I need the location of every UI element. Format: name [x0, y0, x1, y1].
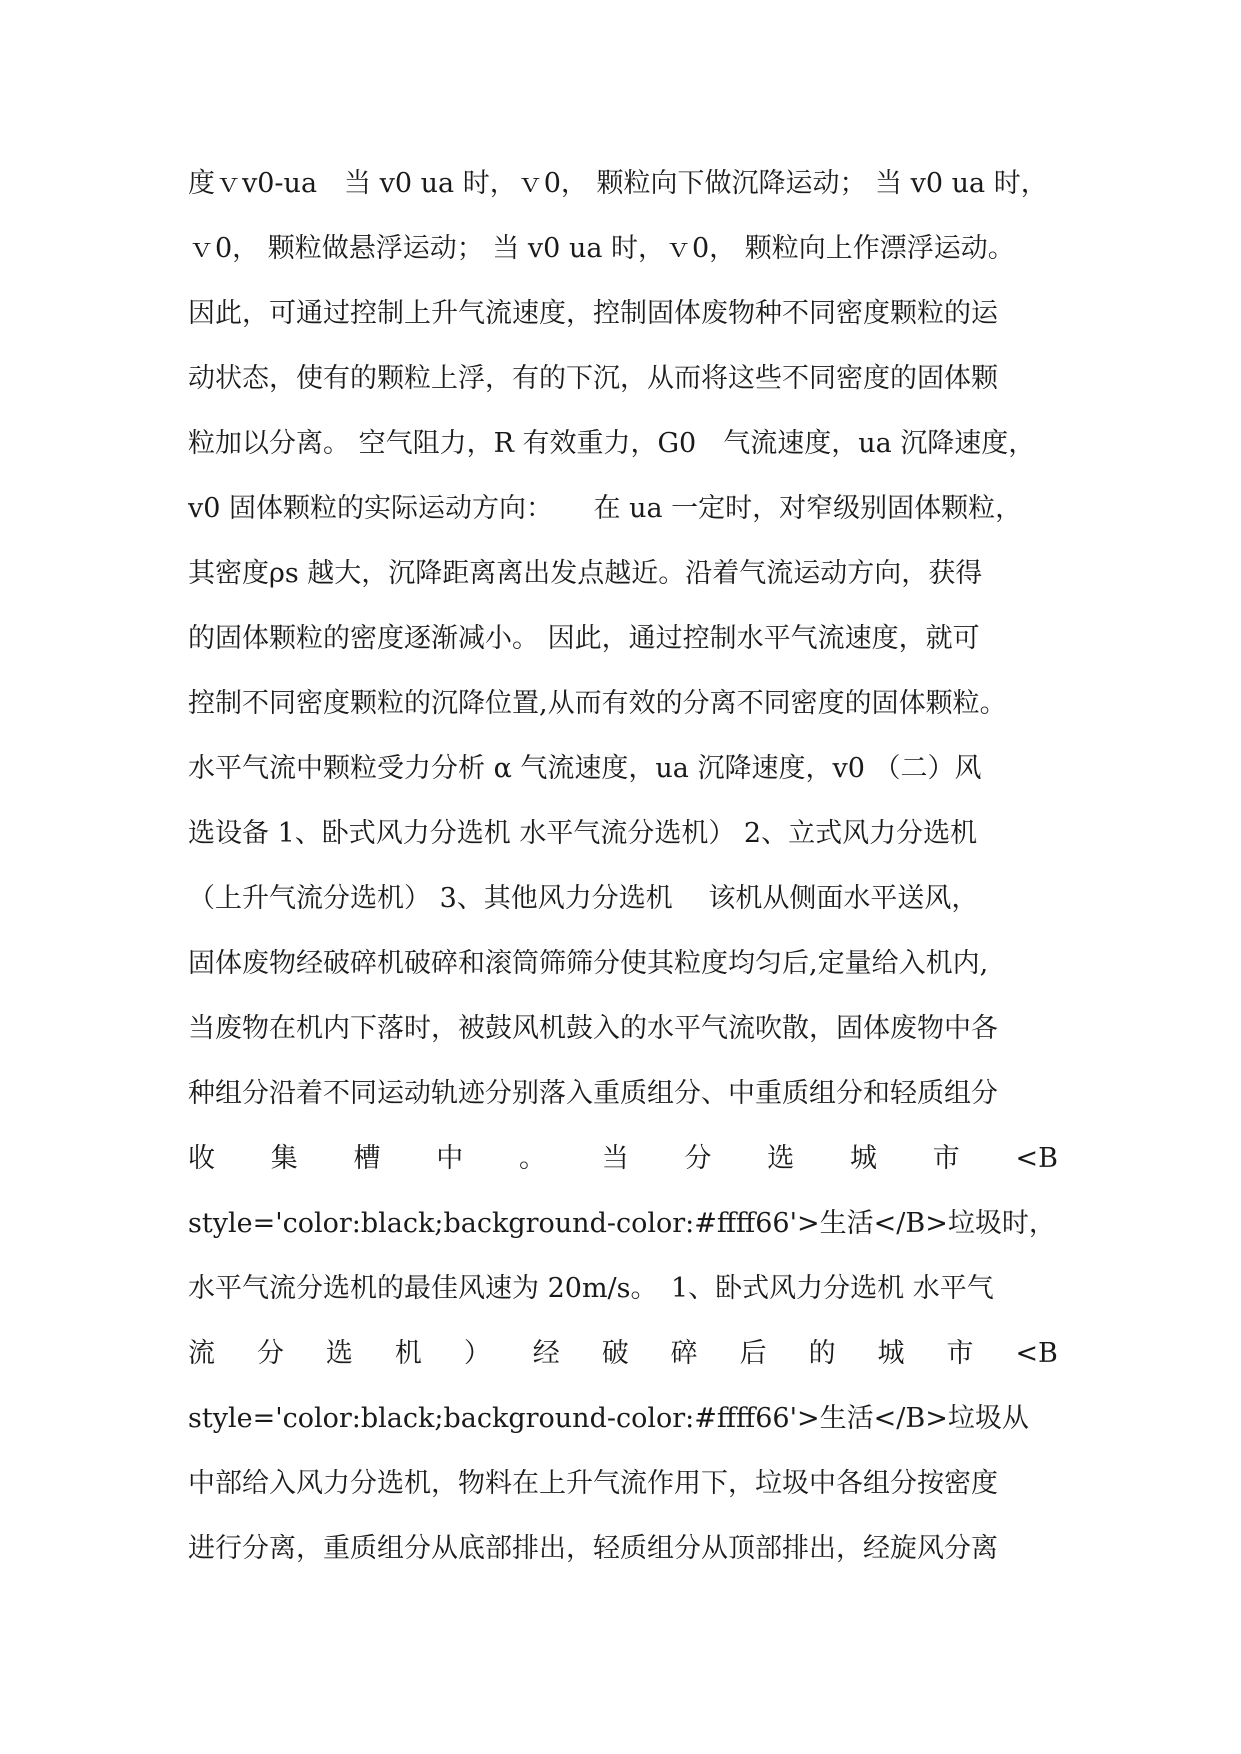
text-line: style='color:black;background-color:#ffff66'>生活</B>垃圾时， [188, 1208, 1056, 1239]
spread-char: 槽 [353, 1143, 381, 1174]
spread-char: 机 [394, 1338, 422, 1369]
text-line: 固体废物经破碎机破碎和滚筒筛筛分使其粒度均匀后,定量给入机内, [188, 948, 989, 979]
spread-char: 后 [739, 1338, 767, 1369]
text-line: 粒加以分离。 空气阻力，R 有效重力，G0 气流速度，ua 沉降速度， [188, 428, 1036, 459]
text-line: 水平气流中颗粒受力分析 α 气流速度，ua 沉降速度，v0 （二）风 [188, 753, 982, 784]
spread-char: 收 [188, 1143, 215, 1174]
spread-char: ） [463, 1338, 491, 1369]
text-line: 中部给入风力分选机，物料在上升气流作用下，垃圾中各组分按密度 [188, 1468, 998, 1499]
spread-char: 市 [946, 1338, 974, 1369]
text-line: 种组分沿着不同运动轨迹分别落入重质组分、中重质组分和轻质组分 [188, 1078, 998, 1109]
text-line: 选设备 1、卧式风力分选机 水平气流分选机） 2、立式风力分选机 [188, 818, 978, 849]
spread-char: 分 [256, 1338, 284, 1369]
spread-char: <B [1015, 1338, 1058, 1369]
spread-char: 碎 [670, 1338, 698, 1369]
document-body [188, 164, 1058, 1594]
text-line: style='color:black;background-color:#ffff66'>生活</B>垃圾从 [188, 1403, 1029, 1434]
text-line: 控制不同密度颗粒的沉降位置,从而有效的分离不同密度的固体颗粒。 [188, 688, 1007, 719]
spread-text-line [188, 1334, 1058, 1399]
spread-char: 流 [188, 1338, 215, 1369]
spread-char: 中 [436, 1143, 464, 1174]
text-line: 其密度ρs 越大，沉降距离离出发点越近。沿着气流运动方向，获得 [188, 558, 983, 589]
spread-text-line [188, 1139, 1058, 1204]
spread-char: 城 [877, 1338, 905, 1369]
spread-char: 选 [325, 1338, 353, 1369]
text-line: 因此，可通过控制上升气流速度，控制固体废物种不同密度颗粒的运 [188, 298, 998, 329]
text-line: v0 固体颗粒的实际运动方向： 在 ua 一定时，对窄级别固体颗粒， [188, 493, 1023, 524]
spread-char: 市 [932, 1143, 960, 1174]
text-line: 进行分离，重质组分从底部排出，轻质组分从顶部排出，经旋风分离 [188, 1533, 998, 1564]
text-line: （上升气流分选机） 3、其他风力分选机 该机从侧面水平送风， [188, 883, 979, 914]
text-line: 水平气流分选机的最佳风速为 20m/s。 1、卧式风力分选机 水平气 [188, 1273, 994, 1304]
text-line: 当废物在机内下落时，被鼓风机鼓入的水平气流吹散，固体废物中各 [188, 1013, 998, 1044]
spread-char: 集 [270, 1143, 298, 1174]
spread-char: 经 [532, 1338, 560, 1369]
text-line: 度ｖv0-ua 当 v0 ua 时，ｖ0， 颗粒向下做沉降运动； 当 v0 ua 时， [188, 168, 1048, 199]
spread-char: 破 [601, 1338, 629, 1369]
text-line: 动状态，使有的颗粒上浮，有的下沉，从而将这些不同密度的固体颗 [188, 363, 998, 394]
spread-char: 选 [767, 1143, 795, 1174]
spread-char: 城 [850, 1143, 877, 1174]
spread-char: 的 [808, 1338, 836, 1369]
spread-char: 当 [601, 1143, 629, 1174]
spread-char: <B [1015, 1143, 1058, 1174]
spread-char: 分 [684, 1143, 712, 1174]
spread-char: 。 [519, 1143, 546, 1174]
text-line: 的固体颗粒的密度逐渐减小。 因此，通过控制水平气流速度，就可 [188, 623, 980, 654]
text-line: ｖ0， 颗粒做悬浮运动； 当 v0 ua 时，ｖ0， 颗粒向上作漂浮运动。 [188, 233, 1015, 264]
